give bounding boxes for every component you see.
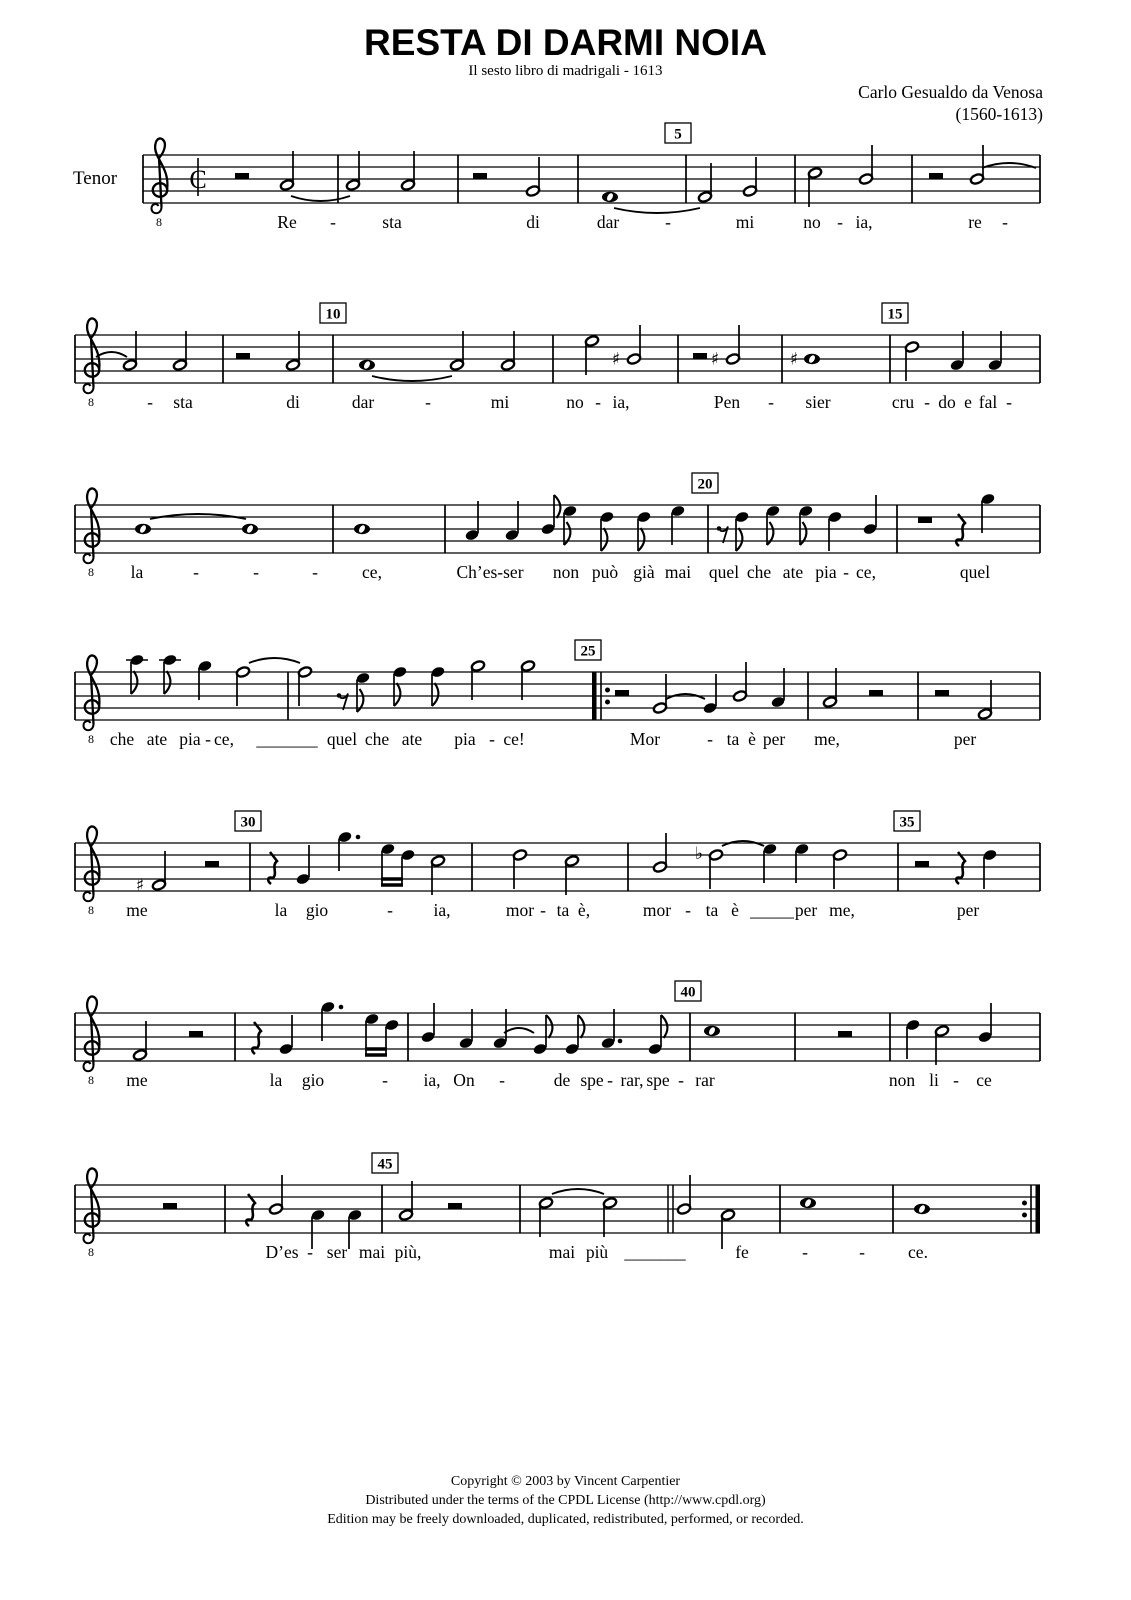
measure-number-box	[235, 811, 261, 831]
svg-text:8: 8	[88, 395, 94, 409]
svg-text:♯: ♯	[611, 349, 621, 370]
lyric-syllable: -	[205, 729, 211, 749]
lyric-syllable: -	[837, 212, 843, 232]
lyric-syllable: ce,	[856, 562, 876, 582]
lyric-syllable: pia	[454, 729, 476, 749]
piece-subtitle: Il sesto libro di madrigali - 1613	[468, 63, 663, 79]
composer-name: Carlo Gesualdo da Venosa	[858, 82, 1043, 102]
lyric-syllable: -	[707, 729, 713, 749]
lyric-syllable: mi	[490, 392, 510, 412]
lyric-syllable: -	[147, 392, 153, 412]
lyric-syllable: può	[591, 562, 619, 582]
lyric-syllable: _______	[624, 1242, 686, 1262]
lyric-syllable: -	[859, 1242, 865, 1262]
lyric-syllable: la	[130, 562, 144, 582]
measure-number-box	[692, 473, 718, 493]
lyric-syllable: re	[968, 212, 982, 232]
lyric-syllable: sta	[173, 392, 193, 412]
lyric-syllable: di	[286, 392, 300, 412]
lyric-syllable: più,	[394, 1242, 422, 1262]
lyric-syllable: Ch’es-ser	[456, 562, 524, 582]
lyric-syllable: -	[499, 1070, 505, 1090]
lyric-syllable: gio	[301, 1070, 325, 1090]
lyric-syllable: -	[678, 1070, 684, 1090]
svg-text:30: 30	[240, 814, 256, 831]
svg-text:45: 45	[377, 1156, 393, 1173]
lyric-syllable: -	[595, 392, 601, 412]
lyric-syllable: -	[387, 900, 393, 920]
svg-text:C: C	[189, 165, 207, 194]
lyric-syllable: -	[540, 900, 546, 920]
lyric-syllable: -	[802, 1242, 808, 1262]
lyric-syllable: me,	[829, 900, 855, 920]
lyric-syllable: rar	[695, 1070, 715, 1090]
svg-text:♯: ♯	[789, 349, 799, 370]
lyric-syllable: ia,	[423, 1070, 441, 1090]
lyric-syllable: dar	[596, 212, 620, 232]
lyric-syllable: -	[924, 392, 930, 412]
lyric-syllable: me	[126, 900, 148, 920]
lyric-syllable: la	[269, 1070, 283, 1090]
lyric-syllable: per	[956, 900, 980, 920]
lyric-syllable: mai	[548, 1242, 576, 1262]
lyric-syllable: quel	[959, 562, 991, 582]
svg-text:25: 25	[580, 643, 596, 660]
lyric-syllable: è,	[577, 900, 591, 920]
treble-clef-8-icon	[84, 318, 100, 409]
treble-clef-8-icon	[84, 488, 100, 579]
svg-text:♭: ♭	[694, 844, 704, 864]
lyric-syllable: pia	[815, 562, 837, 582]
lyric-syllable: per	[762, 729, 786, 749]
svg-text:40: 40	[680, 984, 696, 1001]
svg-text:8: 8	[88, 903, 94, 917]
svg-text:10: 10	[325, 306, 341, 323]
lyric-syllable: _______	[256, 729, 318, 749]
lyric-syllable: cru	[891, 392, 915, 412]
measure-number-box	[320, 303, 346, 323]
lyric-syllable: -	[312, 562, 318, 582]
measure-number-box	[575, 640, 601, 660]
staff-system-1	[0, 95, 1131, 237]
lyric-syllable: On	[453, 1070, 475, 1090]
lyric-syllable: D’es	[265, 1242, 299, 1262]
treble-clef-8-icon	[84, 1168, 100, 1259]
lyric-syllable: ate	[401, 729, 423, 749]
lyric-syllable: -	[382, 1070, 388, 1090]
lyric-syllable: ta	[556, 900, 570, 920]
lyric-syllable: mi	[735, 212, 755, 232]
lyric-syllable: è	[748, 729, 756, 749]
lyric-syllable: ce,	[214, 729, 234, 749]
lyric-syllable: ce.	[908, 1242, 928, 1262]
svg-text:8: 8	[88, 1245, 94, 1259]
svg-text:8: 8	[88, 732, 94, 746]
lyric-syllable: che	[109, 729, 135, 749]
lyric-syllable: fe	[735, 1242, 749, 1262]
lyric-syllable: per	[794, 900, 818, 920]
lyric-syllable: no	[566, 392, 584, 412]
svg-text:♯: ♯	[135, 875, 145, 896]
lyric-syllable: mai	[664, 562, 692, 582]
lyric-syllable: -	[843, 562, 849, 582]
lyric-syllable: rar,	[620, 1070, 644, 1090]
lyric-syllable: -	[768, 392, 774, 412]
lyric-syllable: ce,	[362, 562, 382, 582]
lyric-syllable: Pen	[713, 392, 741, 412]
svg-text:20: 20	[697, 476, 713, 493]
lyric-syllable: dar	[351, 392, 375, 412]
lyric-syllable: non	[552, 562, 580, 582]
lyric-syllable: Mor	[629, 729, 661, 749]
piece-title: RESTA DI DARMI NOIA	[364, 22, 767, 63]
footer-edition-note: Edition may be freely downloaded, duplicated, redistributed, performed, or recorded.	[327, 1512, 804, 1527]
lyric-syllable: ta	[726, 729, 740, 749]
lyric-syllable: spe	[580, 1070, 604, 1090]
lyric-syllable: quel	[326, 729, 358, 749]
lyric-syllable: ta	[705, 900, 719, 920]
treble-clef-8-icon	[84, 826, 100, 917]
lyric-syllable: è	[731, 900, 739, 920]
lyric-syllable: me,	[814, 729, 840, 749]
lyric-syllable: -	[193, 562, 199, 582]
lyric-syllable: ia,	[612, 392, 630, 412]
lyric-syllable: mai	[358, 1242, 386, 1262]
lyric-syllable: _____	[750, 900, 794, 920]
lyric-syllable: Re	[277, 212, 297, 232]
lyric-syllable: ate	[782, 562, 804, 582]
treble-clef-8-icon	[84, 655, 100, 746]
lyric-syllable: già	[633, 562, 655, 582]
lyric-syllable: li	[929, 1070, 939, 1090]
lyric-syllable: -	[1006, 392, 1012, 412]
lyric-syllable: -	[307, 1242, 313, 1262]
lyric-syllable: -	[253, 562, 259, 582]
svg-text:5: 5	[674, 126, 682, 143]
treble-clef-8-icon	[152, 138, 168, 229]
lyric-syllable: la	[274, 900, 288, 920]
lyric-syllable: mor	[505, 900, 535, 920]
measure-number-box	[894, 811, 920, 831]
lyric-syllable: me	[126, 1070, 148, 1090]
measure-number-box	[675, 981, 701, 1001]
lyric-syllable: fal	[978, 392, 998, 412]
lyric-syllable: do	[938, 392, 956, 412]
lyric-syllable: no	[803, 212, 821, 232]
lyric-syllable: che	[364, 729, 390, 749]
measure-number-box	[882, 303, 908, 323]
lyric-syllable: sier	[805, 392, 831, 412]
lyric-syllable: ate	[146, 729, 168, 749]
measure-number-box	[665, 123, 691, 143]
part-label: Tenor	[73, 168, 118, 189]
treble-clef-8-icon	[84, 996, 100, 1087]
lyric-syllable: -	[425, 392, 431, 412]
lyric-syllable: più	[585, 1242, 609, 1262]
lyric-syllable: ia,	[855, 212, 873, 232]
footer-copyright: Copyright © 2003 by Vincent Carpentier	[450, 1474, 681, 1489]
lyric-syllable: mor	[642, 900, 672, 920]
lyric-syllable: -	[607, 1070, 613, 1090]
lyric-syllable: spe	[646, 1070, 670, 1090]
lyric-syllable: gio	[305, 900, 329, 920]
lyric-syllable: e	[964, 392, 972, 412]
svg-text:8: 8	[88, 565, 94, 579]
lyric-syllable: ia,	[433, 900, 451, 920]
footer	[0, 1472, 1131, 1529]
lyric-syllable: ce!	[503, 729, 525, 749]
footer-license: Distributed under the terms of the CPDL License (http://www.cpdl.org)	[365, 1493, 766, 1508]
lyric-syllable: quel	[708, 562, 740, 582]
lyric-syllable: -	[330, 212, 336, 232]
lyric-syllable: de	[553, 1070, 571, 1090]
lyric-syllable: ce	[976, 1070, 992, 1090]
svg-text:8: 8	[88, 1073, 94, 1087]
lyric-syllable: sta	[382, 212, 402, 232]
svg-text:35: 35	[899, 814, 915, 831]
lyric-syllable: -	[489, 729, 495, 749]
svg-text:♯: ♯	[710, 349, 720, 370]
lyric-syllable: -	[1002, 212, 1008, 232]
lyric-syllable: ser	[326, 1242, 348, 1262]
lyric-syllable: che	[746, 562, 772, 582]
measure-number-box	[372, 1153, 398, 1173]
lyric-syllable: -	[685, 900, 691, 920]
lyric-syllable: pia	[179, 729, 201, 749]
lyric-syllable: per	[953, 729, 977, 749]
svg-text:8: 8	[156, 215, 162, 229]
composer-dates: (1560-1613)	[955, 104, 1043, 124]
lyric-syllable: -	[953, 1070, 959, 1090]
lyric-syllable: non	[888, 1070, 916, 1090]
svg-text:15: 15	[887, 306, 903, 323]
lyric-syllable: -	[665, 212, 671, 232]
lyric-syllable: di	[526, 212, 540, 232]
